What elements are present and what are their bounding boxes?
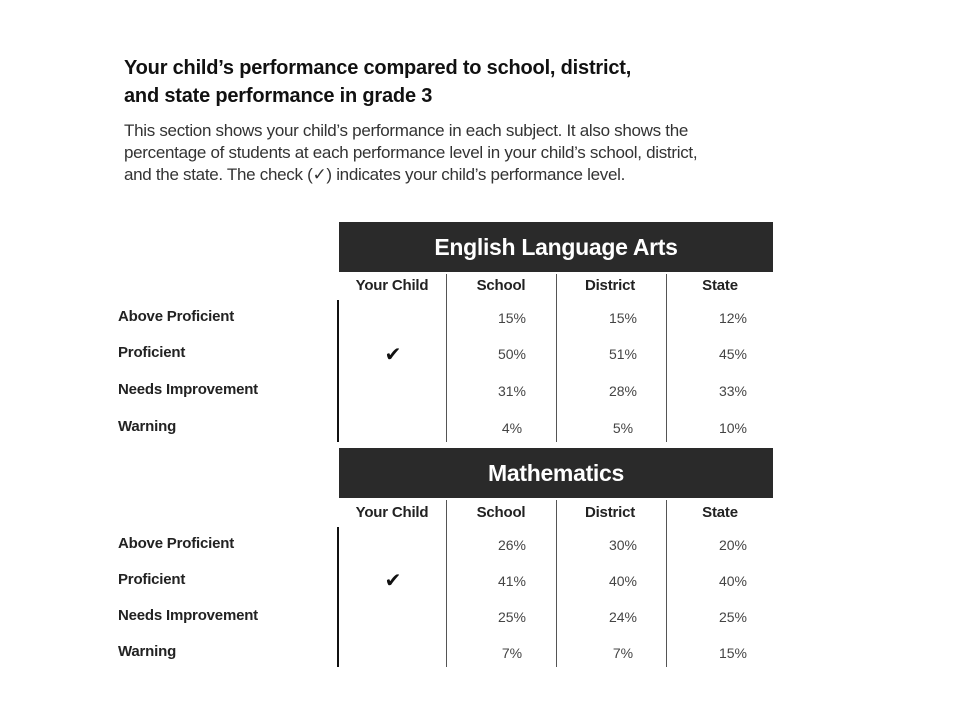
ela-divider-school — [446, 274, 447, 442]
math-school-warning: 7% — [501, 645, 523, 661]
ela-school-needs-improvement: 31% — [497, 383, 527, 399]
intro-line-3-start: and the state. The check ( — [124, 165, 313, 184]
intro-line-3-end: ) indicates your child’s performance level. — [326, 165, 626, 184]
math-row-label-warning: Warning — [118, 643, 177, 660]
ela-row-label-warning: Warning — [118, 418, 177, 435]
ela-school-proficient: 50% — [497, 346, 527, 362]
math-school-proficient: 41% — [497, 573, 527, 589]
ela-row-label-proficient: Proficient — [118, 344, 186, 361]
math-col-your-child: Your Child — [355, 504, 429, 521]
math-state-proficient: 40% — [718, 573, 748, 589]
ela-child-check-icon: ✔ — [384, 342, 402, 366]
ela-state-proficient: 45% — [718, 346, 748, 362]
ela-district-needs-improvement: 28% — [608, 383, 638, 399]
intro-line-1: This section shows your child’s performance in each subject. It also shows the — [124, 121, 689, 140]
heading-line-2: and state performance in grade 3 — [124, 85, 433, 107]
intro-line-2: percentage of students at each performance level in your child’s school, district, — [124, 143, 698, 162]
math-district-needs-improvement: 24% — [608, 609, 638, 625]
math-row-label-needs-improvement: Needs Improvement — [118, 607, 258, 624]
heading-line-1: Your child’s performance compared to school, district, — [124, 57, 632, 79]
ela-state-needs-improvement: 33% — [718, 383, 748, 399]
math-divider-school — [446, 500, 447, 667]
ela-district-above-proficient: 15% — [608, 310, 638, 326]
ela-banner: English Language Arts — [339, 222, 773, 272]
math-col-state: State — [702, 504, 738, 521]
math-district-above-proficient: 30% — [608, 537, 638, 553]
check-icon: ✓ — [312, 165, 327, 185]
math-row-label-proficient: Proficient — [118, 571, 186, 588]
intro-line-3 — [124, 164, 784, 186]
math-col-school: School — [476, 504, 526, 521]
ela-col-school: School — [476, 277, 526, 294]
page-heading — [124, 54, 804, 110]
math-district-warning: 7% — [612, 645, 634, 661]
math-row-label-above-proficient: Above Proficient — [118, 535, 234, 552]
math-school-needs-improvement: 25% — [497, 609, 527, 625]
math-school-above-proficient: 26% — [497, 537, 527, 553]
ela-row-label-needs-improvement: Needs Improvement — [118, 381, 258, 398]
math-district-proficient: 40% — [608, 573, 638, 589]
math-state-warning: 15% — [718, 645, 748, 661]
math-banner: Mathematics — [339, 448, 773, 498]
ela-state-warning: 10% — [718, 420, 748, 436]
ela-school-above-proficient: 15% — [497, 310, 527, 326]
ela-row-label-above-proficient: Above Proficient — [118, 308, 234, 325]
math-state-above-proficient: 20% — [718, 537, 748, 553]
ela-school-warning: 4% — [501, 420, 523, 436]
math-state-needs-improvement: 25% — [718, 609, 748, 625]
math-child-check-icon: ✔ — [384, 568, 402, 592]
ela-divider-state — [666, 274, 667, 442]
ela-district-proficient: 51% — [608, 346, 638, 362]
math-divider-state — [666, 500, 667, 667]
ela-divider-district — [556, 274, 557, 442]
ela-district-warning: 5% — [612, 420, 634, 436]
ela-state-above-proficient: 12% — [718, 310, 748, 326]
ela-col-your-child: Your Child — [355, 277, 429, 294]
ela-col-district: District — [584, 277, 636, 294]
math-col-district: District — [584, 504, 636, 521]
ela-col-state: State — [702, 277, 738, 294]
intro-paragraph — [124, 120, 784, 186]
math-divider-district — [556, 500, 557, 667]
